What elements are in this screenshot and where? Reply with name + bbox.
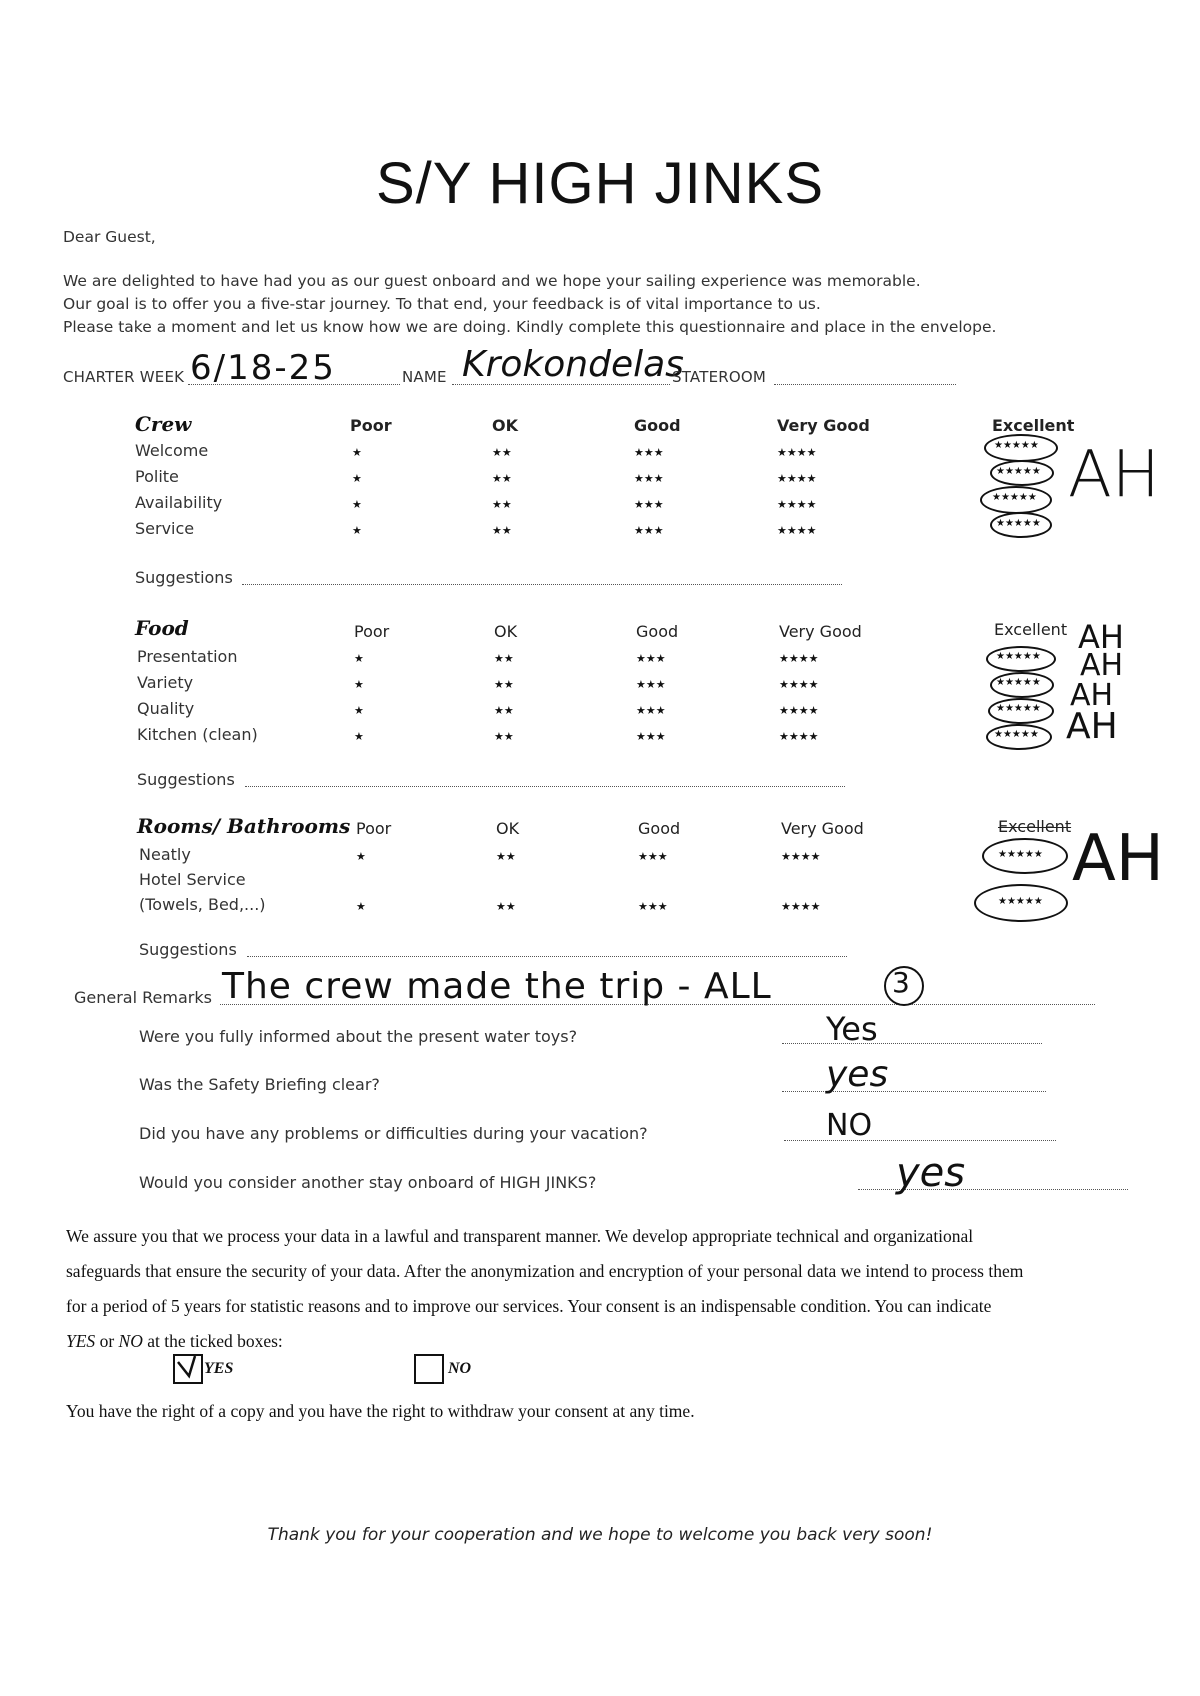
- answer-line[interactable]: [782, 1091, 1046, 1092]
- star-rating[interactable]: ★: [352, 446, 362, 459]
- star-rating[interactable]: ★★★★: [777, 498, 817, 511]
- rooms-col-excellent: Excellent: [998, 817, 1072, 836]
- crew-col-ok: OK: [492, 416, 518, 435]
- food-initials: AH: [1066, 706, 1118, 747]
- star-rating[interactable]: ★★: [494, 652, 514, 665]
- food-initials: AH: [1080, 648, 1124, 683]
- privacy-yes-word: YES: [66, 1331, 96, 1351]
- general-remarks-circled: 3: [892, 966, 910, 999]
- star-rating[interactable]: ★★: [496, 900, 516, 913]
- thank-you-message: Thank you for your cooperation and we hope to welcome you back very soon!: [267, 1525, 933, 1545]
- food-col-very-good: Very Good: [779, 622, 862, 641]
- star-rating[interactable]: ★★★★: [779, 652, 819, 665]
- food-section-title: Food: [135, 616, 189, 640]
- star-rating[interactable]: ★★★★: [781, 900, 821, 913]
- stateroom-line[interactable]: [774, 384, 956, 385]
- crew-col-excellent: Excellent: [992, 416, 1075, 435]
- star-rating[interactable]: ★★★★★: [998, 849, 1043, 860]
- privacy-line-3: for a period of 5 years for statistic reasons and to improve our services. Your consent is an indispensable condition. You can indicate: [66, 1296, 992, 1316]
- star-rating[interactable]: ★★★★: [777, 524, 817, 537]
- star-rating[interactable]: ★★★: [634, 498, 664, 511]
- star-rating[interactable]: ★: [352, 524, 362, 537]
- star-rating[interactable]: ★★★: [634, 524, 664, 537]
- star-rating[interactable]: ★★★: [636, 652, 666, 665]
- star-rating[interactable]: ★★★★★: [996, 677, 1041, 688]
- consent-yes-checkbox[interactable]: [173, 1354, 203, 1384]
- star-rating[interactable]: ★★★★★: [998, 896, 1043, 907]
- privacy-line-2: safeguards that ensure the security of your data. After the anonymization and encryption of your personal data we intend to process them: [66, 1261, 1024, 1281]
- food-col-poor: Poor: [354, 622, 390, 641]
- privacy-no-word: NO: [118, 1331, 143, 1351]
- privacy-line-1: We assure you that we process your data in a lawful and transparent manner. We develop appropriate technical and organizational: [66, 1226, 974, 1246]
- question-another-stay: Would you consider another stay onboard of HIGH JINKS?: [139, 1173, 597, 1192]
- rooms-col-very-good: Very Good: [781, 819, 864, 838]
- rooms-suggestions-line[interactable]: [247, 956, 847, 957]
- star-rating[interactable]: ★: [352, 498, 362, 511]
- star-rating[interactable]: ★★★★★: [996, 703, 1041, 714]
- star-rating[interactable]: ★★★: [638, 850, 668, 863]
- crew-col-very-good: Very Good: [777, 416, 870, 435]
- rooms-col-ok: OK: [496, 819, 520, 838]
- star-rating[interactable]: ★★★★: [777, 446, 817, 459]
- crew-initials: AH: [1068, 438, 1160, 512]
- food-row-variety: Variety: [137, 673, 194, 692]
- crew-row-availability: Availability: [135, 493, 223, 512]
- stateroom-label: STATEROOM: [672, 368, 767, 386]
- star-rating[interactable]: ★★: [494, 678, 514, 691]
- crew-row-service: Service: [135, 519, 195, 538]
- rooms-row-neatly: Neatly: [139, 845, 191, 864]
- star-rating[interactable]: ★★★★: [779, 730, 819, 743]
- question-problems: Did you have any problems or difficulties during your vacation?: [139, 1124, 648, 1143]
- general-remarks-label: General Remarks: [74, 988, 212, 1007]
- star-rating[interactable]: ★★★: [636, 704, 666, 717]
- charter-week-label: CHARTER WEEK: [63, 368, 185, 386]
- answer-another-stay[interactable]: yes: [896, 1150, 966, 1196]
- star-rating[interactable]: ★: [356, 900, 366, 913]
- intro-line-1: We are delighted to have had you as our guest onboard and we hope your sailing experience was memorable.: [63, 272, 921, 290]
- general-remarks-value[interactable]: The crew made the trip - ALL: [222, 966, 772, 1007]
- privacy-or-word: or: [95, 1331, 119, 1351]
- rooms-row-hotel-service: Hotel Service: [139, 870, 246, 889]
- star-rating[interactable]: ★: [354, 652, 364, 665]
- star-rating[interactable]: ★: [354, 704, 364, 717]
- question-safety-briefing: Was the Safety Briefing clear?: [139, 1075, 380, 1094]
- star-rating[interactable]: ★: [352, 472, 362, 485]
- food-col-good: Good: [636, 622, 679, 641]
- star-rating[interactable]: ★: [354, 730, 364, 743]
- star-rating[interactable]: ★★★★★: [996, 466, 1041, 477]
- star-rating[interactable]: ★★★: [638, 900, 668, 913]
- star-rating[interactable]: ★★: [492, 498, 512, 511]
- star-rating[interactable]: ★★★: [636, 678, 666, 691]
- star-rating[interactable]: ★★: [492, 446, 512, 459]
- star-rating[interactable]: ★★★★★: [992, 492, 1037, 503]
- crew-col-good: Good: [634, 416, 681, 435]
- rooms-initials: AH: [1072, 822, 1164, 896]
- food-initials: AH: [1070, 678, 1114, 713]
- star-rating[interactable]: ★★★★: [779, 704, 819, 717]
- privacy-rest: at the ticked boxes:: [142, 1331, 283, 1351]
- consent-no-label: NO: [448, 1360, 472, 1377]
- food-row-quality: Quality: [137, 699, 195, 718]
- star-rating[interactable]: ★★★★★: [996, 651, 1041, 662]
- food-suggestions-label: Suggestions: [137, 770, 235, 789]
- question-water-toys: Were you fully informed about the present water toys?: [139, 1027, 578, 1046]
- star-rating[interactable]: ★★★★: [777, 472, 817, 485]
- food-col-ok: OK: [494, 622, 518, 641]
- crew-suggestions-line[interactable]: [242, 584, 842, 585]
- star-rating[interactable]: ★★★★: [779, 678, 819, 691]
- greeting: Dear Guest,: [63, 228, 156, 246]
- intro-line-3: Please take a moment and let us know how we are doing. Kindly complete this questionnaire and place in the envelope.: [63, 318, 997, 336]
- star-rating[interactable]: ★★: [496, 850, 516, 863]
- star-rating[interactable]: ★★: [494, 704, 514, 717]
- answer-line[interactable]: [784, 1140, 1056, 1141]
- answer-problems[interactable]: NO: [826, 1108, 873, 1143]
- privacy-rights: You have the right of a copy and you have the right to withdraw your consent at any time.: [66, 1401, 695, 1421]
- star-rating[interactable]: ★: [354, 678, 364, 691]
- food-row-presentation: Presentation: [137, 647, 238, 666]
- crew-section-title: Crew: [135, 412, 192, 436]
- consent-yes-label: YES: [204, 1360, 234, 1377]
- food-initials: AH: [1078, 618, 1124, 656]
- star-rating[interactable]: ★: [356, 850, 366, 863]
- food-col-excellent: Excellent: [994, 620, 1068, 639]
- name-label: NAME: [402, 368, 447, 386]
- crew-row-welcome: Welcome: [135, 441, 209, 460]
- star-rating[interactable]: ★★: [494, 730, 514, 743]
- crew-suggestions-label: Suggestions: [135, 568, 233, 587]
- form-title: S/Y HIGH JINKS: [375, 151, 825, 216]
- answer-safety-briefing[interactable]: yes: [826, 1054, 889, 1095]
- rooms-col-poor: Poor: [356, 819, 392, 838]
- star-rating[interactable]: ★★★★: [781, 850, 821, 863]
- star-rating[interactable]: ★★: [492, 524, 512, 537]
- rooms-section-title: Rooms/ Bathrooms: [137, 814, 351, 838]
- star-rating[interactable]: ★★★: [636, 730, 666, 743]
- star-rating[interactable]: ★★: [492, 472, 512, 485]
- intro-line-2: Our goal is to offer you a five-star journey. To that end, your feedback is of vital importance to us.: [63, 295, 821, 313]
- crew-col-poor: Poor: [350, 416, 392, 435]
- rooms-row-towels: (Towels, Bed,...): [139, 895, 266, 914]
- star-rating[interactable]: ★★★★★: [994, 729, 1039, 740]
- rooms-suggestions-label: Suggestions: [139, 940, 237, 959]
- food-suggestions-line[interactable]: [245, 786, 845, 787]
- check-mark-icon: [175, 1356, 201, 1382]
- consent-no-checkbox[interactable]: [414, 1354, 444, 1384]
- rooms-col-good: Good: [638, 819, 681, 838]
- answer-water-toys[interactable]: Yes: [826, 1010, 878, 1048]
- food-row-kitchen: Kitchen (clean): [137, 725, 258, 744]
- star-rating[interactable]: ★★★: [634, 472, 664, 485]
- star-rating[interactable]: ★★★★★: [996, 518, 1041, 529]
- star-rating[interactable]: ★★★: [634, 446, 664, 459]
- star-rating[interactable]: ★★★★★: [994, 440, 1039, 451]
- answer-line[interactable]: [782, 1043, 1042, 1044]
- crew-row-polite: Polite: [135, 467, 179, 486]
- charter-week-value[interactable]: 6/18-25: [190, 348, 336, 388]
- name-value[interactable]: Krokondelas: [462, 344, 684, 385]
